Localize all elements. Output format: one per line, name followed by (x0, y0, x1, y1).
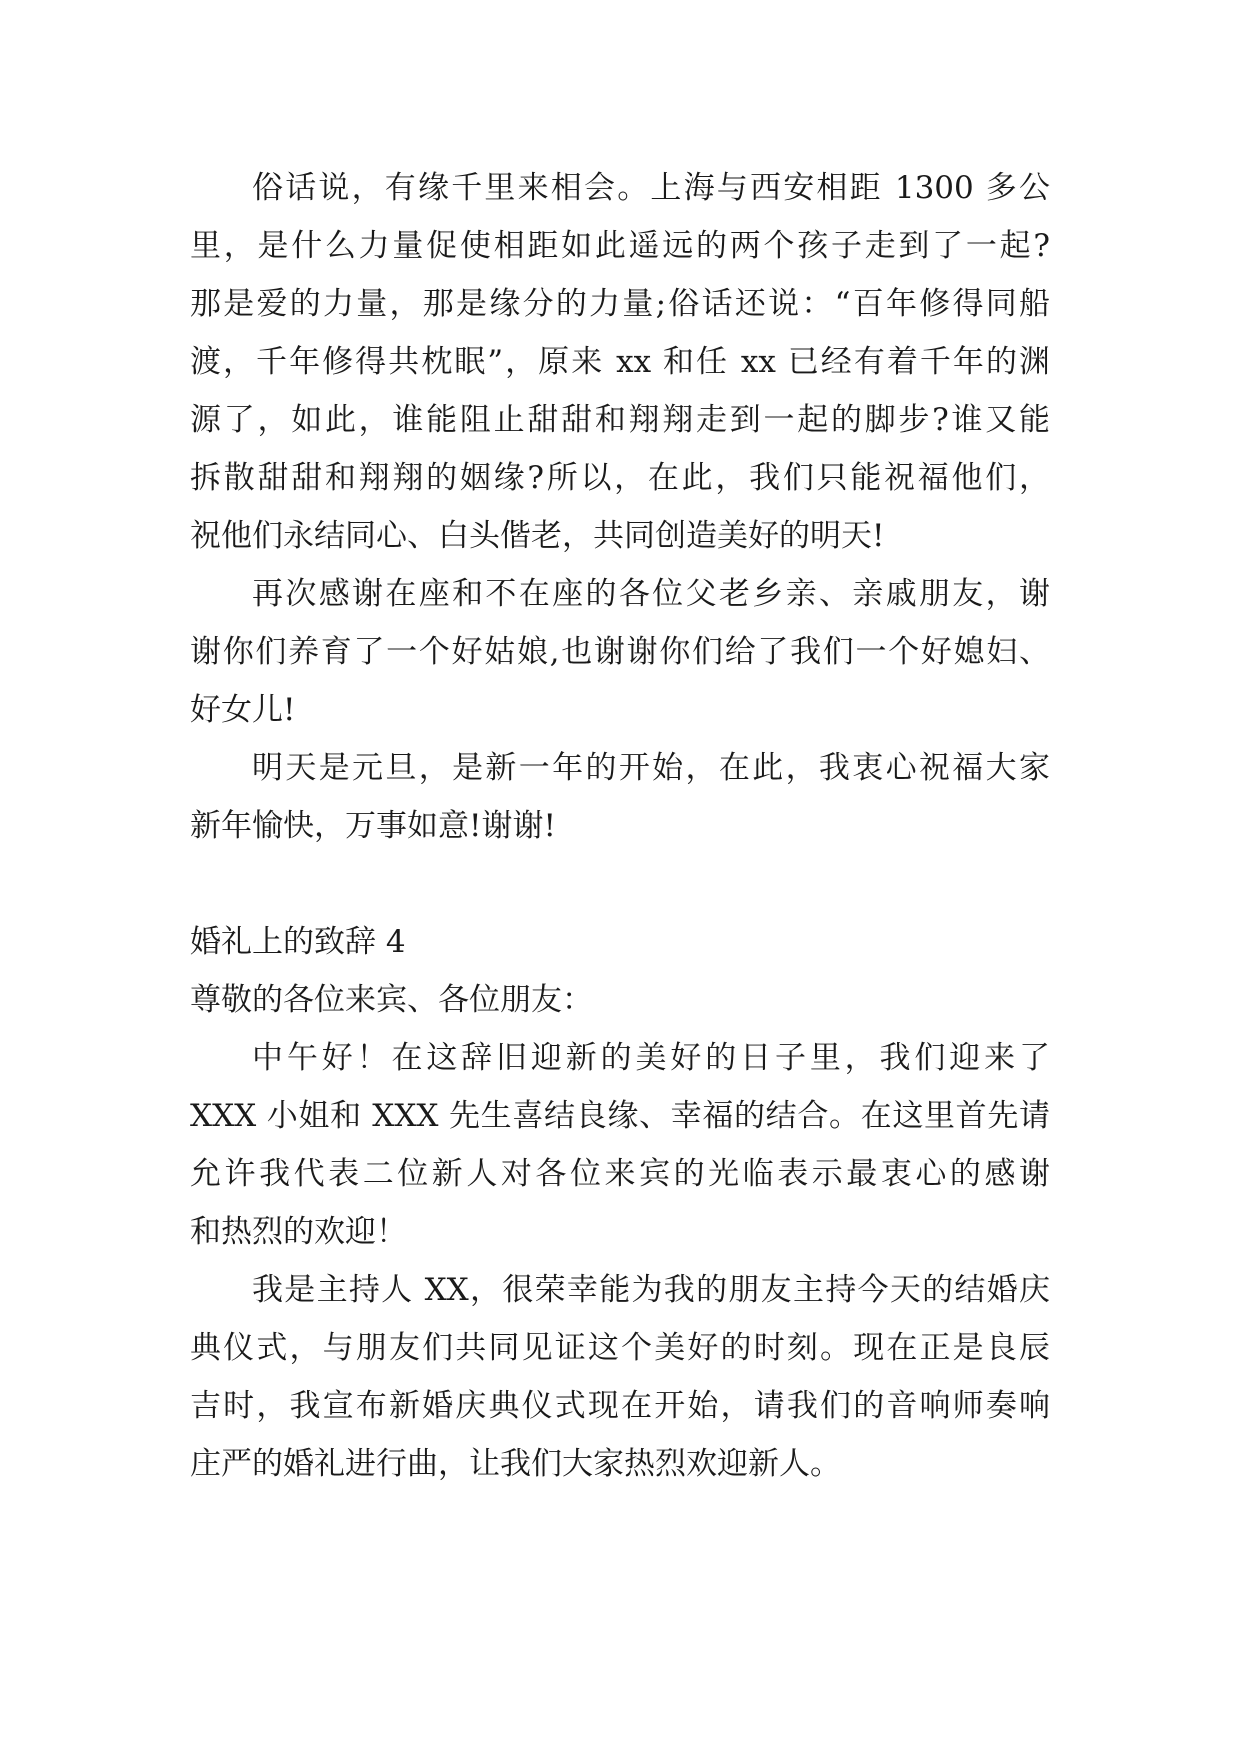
section-title: 婚礼上的致辞 4 (190, 924, 406, 960)
paragraph-line: 吉时，我宣布新婚庆典仪式现在开始，请我们的音响师奏响 (190, 1388, 1050, 1424)
paragraph-line: 典仪式，与朋友们共同见证这个美好的时刻。现在正是良辰 (190, 1330, 1050, 1366)
paragraph-line: 新年愉快，万事如意!谢谢! (190, 808, 556, 844)
paragraph-line: 那是爱的力量，那是缘分的力量;俗话还说：“百年修得同船 (190, 286, 1050, 322)
paragraph-line: 再次感谢在座和不在座的各位父老乡亲、亲戚朋友，谢 (252, 576, 1050, 612)
paragraph-line: 祝他们永结同心、白头偕老，共同创造美好的明天! (190, 518, 885, 554)
paragraph-line: XXX 小姐和 XXX 先生喜结良缘、幸福的结合。在这里首先请 (190, 1098, 1050, 1134)
paragraph-line: 里，是什么力量促使相距如此遥远的两个孩子走到了一起? (190, 228, 1050, 264)
paragraph-line: 中午好！在这辞旧迎新的美好的日子里，我们迎来了 (252, 1040, 1050, 1076)
paragraph-line: 源了，如此，谁能阻止甜甜和翔翔走到一起的脚步?谁又能 (190, 402, 1050, 438)
paragraph-line: 好女儿! (190, 692, 296, 728)
paragraph-line: 明天是元旦，是新一年的开始，在此，我衷心祝福大家 (252, 750, 1050, 786)
paragraph-line: 和热烈的欢迎！ (190, 1214, 407, 1250)
paragraph-line: 谢你们养育了一个好姑娘,也谢谢你们给了我们一个好媳妇、 (190, 634, 1050, 670)
salutation: 尊敬的各位来宾、各位朋友： (190, 982, 593, 1018)
paragraph-line: 我是主持人 XX，很荣幸能为我的朋友主持今天的结婚庆 (252, 1272, 1050, 1308)
paragraph-line: 允许我代表二位新人对各位来宾的光临表示最衷心的感谢 (190, 1156, 1050, 1192)
paragraph-line: 庄严的婚礼进行曲，让我们大家热烈欢迎新人。 (190, 1446, 841, 1482)
paragraph-line: 渡，千年修得共枕眠”，原来 xx 和任 xx 已经有着千年的渊 (190, 344, 1050, 380)
paragraph-line: 俗话说，有缘千里来相会。上海与西安相距 1300 多公 (252, 170, 1050, 206)
paragraph-line: 拆散甜甜和翔翔的姻缘?所以，在此，我们只能祝福他们， (190, 460, 1050, 496)
